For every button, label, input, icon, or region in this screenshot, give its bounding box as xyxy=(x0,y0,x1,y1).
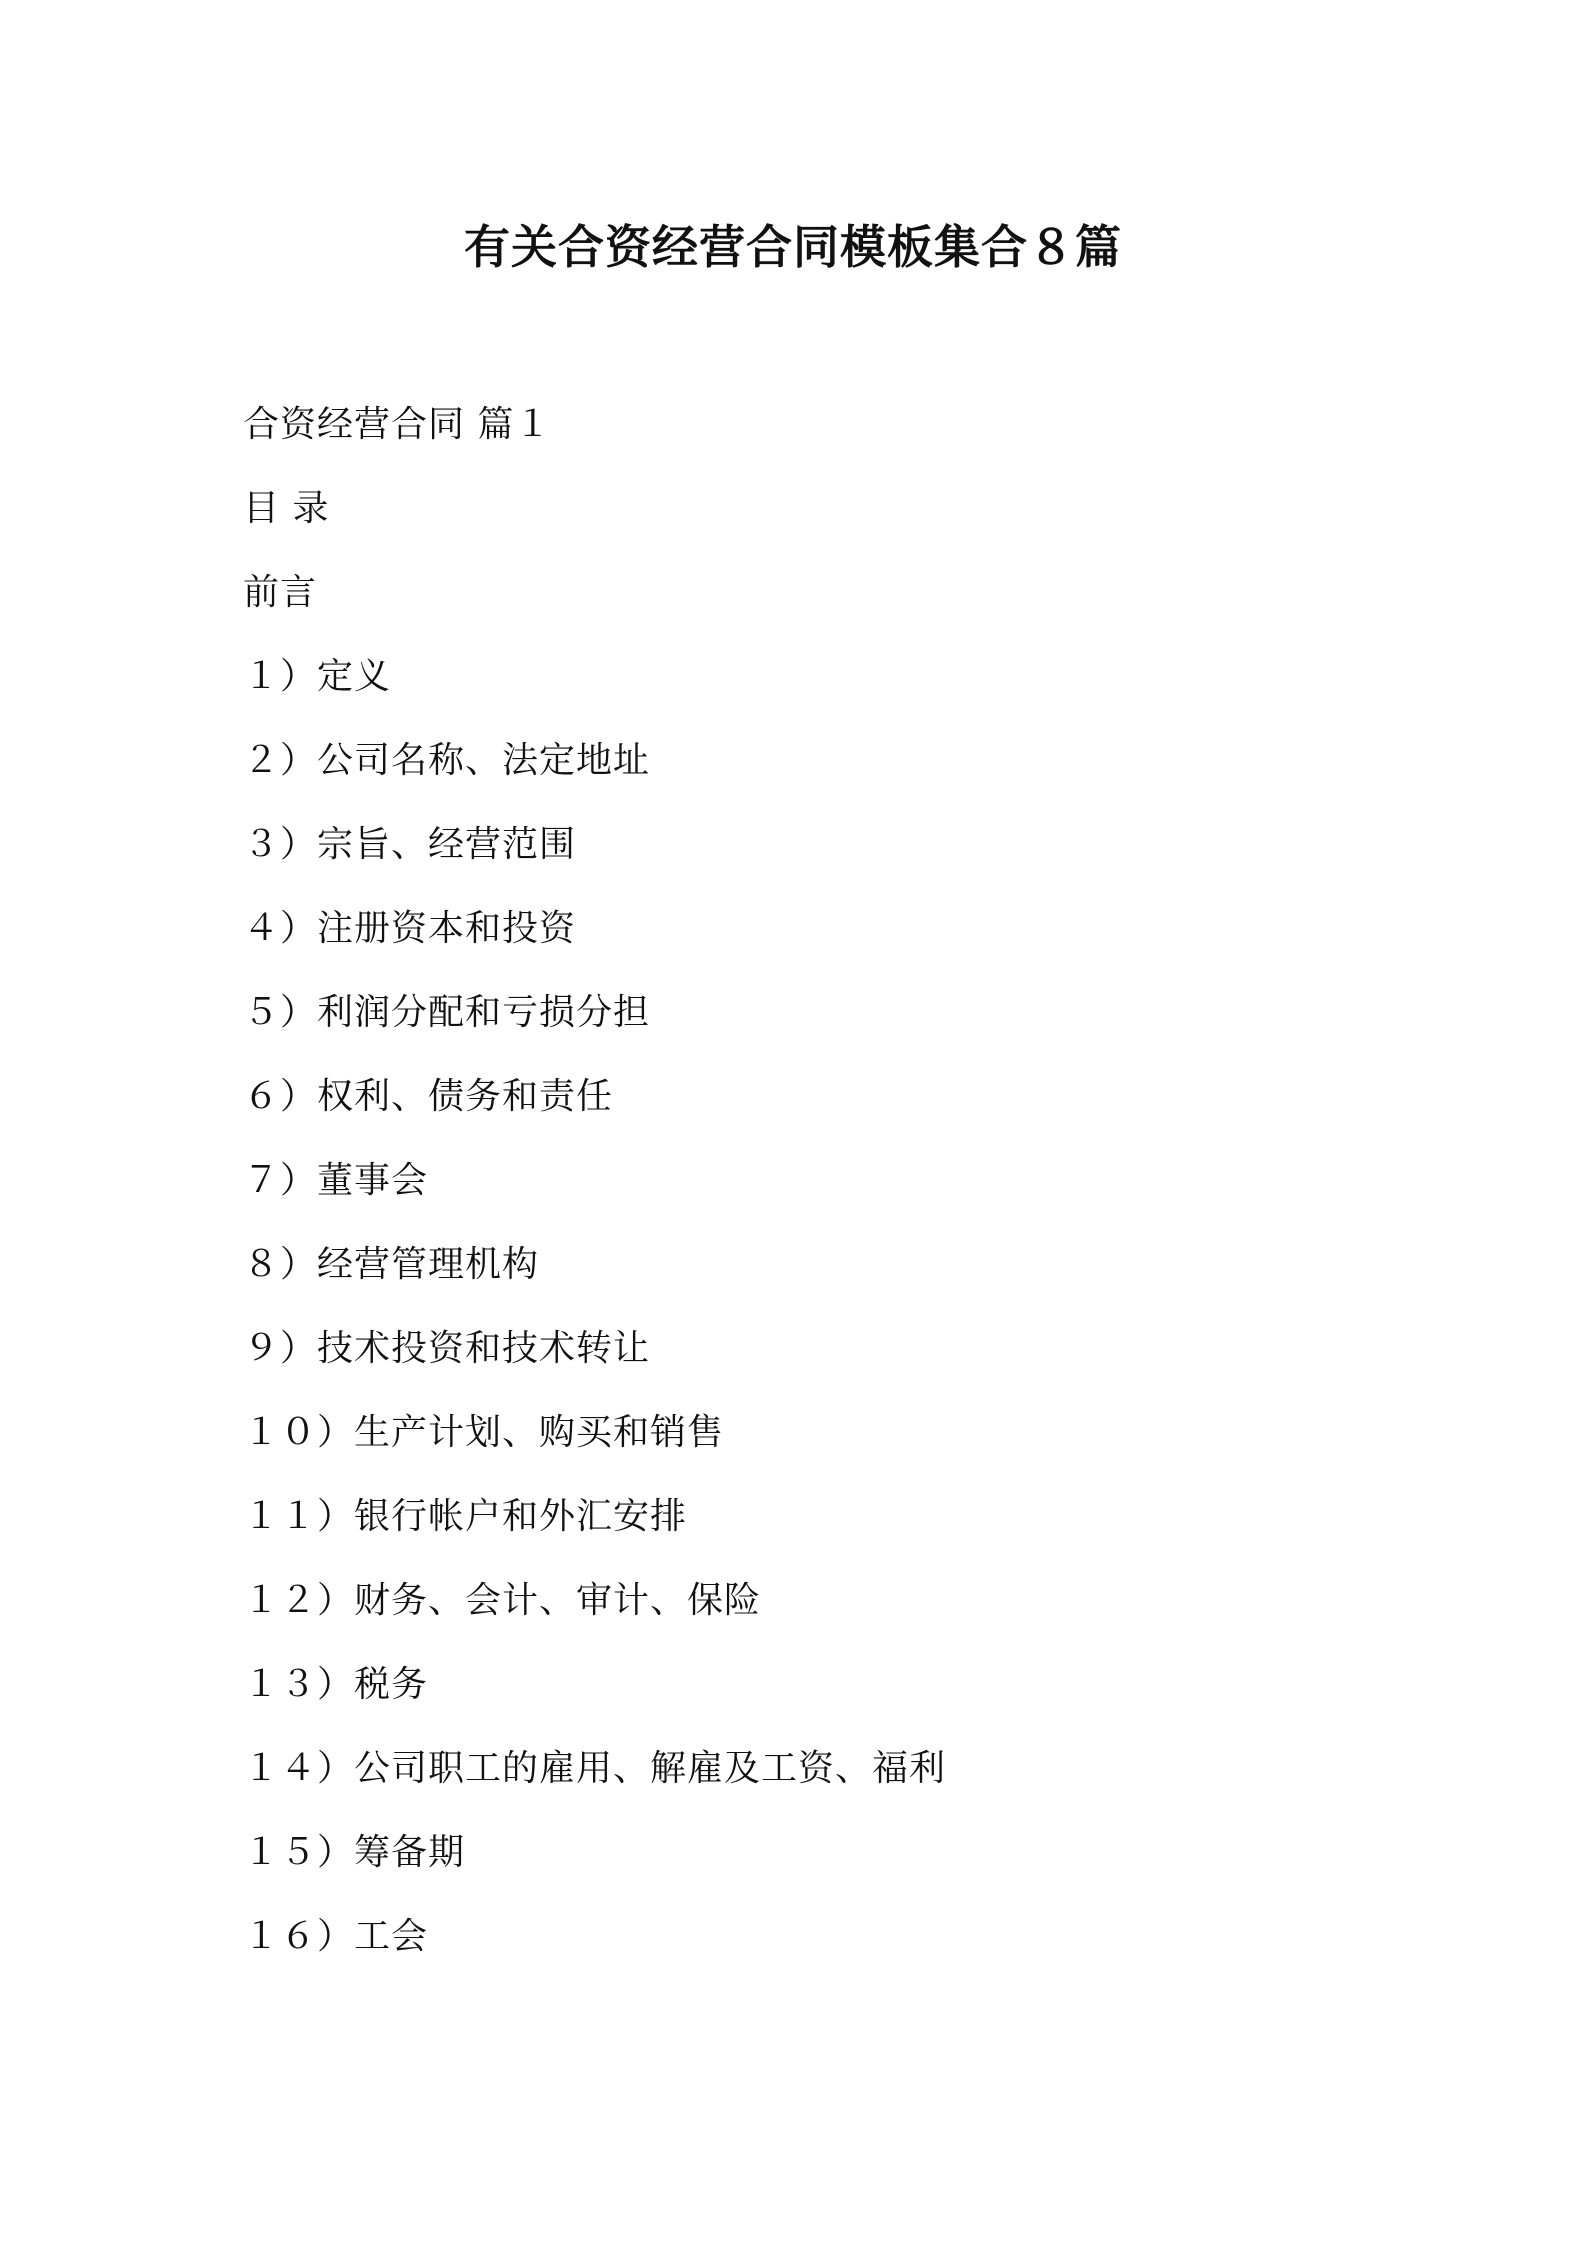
toc-item-1: １）定义 xyxy=(243,656,392,697)
toc-item-9: ９）技术投资和技术转让 xyxy=(243,1328,651,1369)
toc-item-12: １２）财务、会计、审计、保险 xyxy=(243,1580,762,1621)
toc-item-13: １３）税务 xyxy=(243,1664,429,1705)
toc-item-7: ７）董事会 xyxy=(243,1160,429,1201)
section-heading: 合资经营合同 篇１ xyxy=(243,404,552,445)
toc-item-8: ８）经营管理机构 xyxy=(243,1244,540,1285)
toc-item-15: １５）筹备期 xyxy=(243,1832,466,1873)
toc-item-5: ５）利润分配和亏损分担 xyxy=(243,992,651,1033)
toc-item-10: １０）生产计划、购买和销售 xyxy=(243,1412,725,1453)
toc-item-2: ２）公司名称、法定地址 xyxy=(243,740,651,781)
toc-item-14: １４）公司职工的雇用、解雇及工资、福利 xyxy=(243,1748,947,1789)
toc-item-3: ３）宗旨、经营范围 xyxy=(243,824,577,865)
toc-heading: 目 录 xyxy=(243,488,330,529)
toc-item-6: ６）权利、债务和责任 xyxy=(243,1076,614,1117)
toc-item-11: １１）银行帐户和外汇安排 xyxy=(243,1496,688,1537)
document-body xyxy=(243,400,1393,1996)
document-title: 有关合资经营合同模板集合８篇 xyxy=(464,220,1122,274)
toc-item-preface: 前言 xyxy=(243,572,318,613)
toc-item-4: ４）注册资本和投资 xyxy=(243,908,577,949)
toc-item-16: １６）工会 xyxy=(243,1916,429,1957)
